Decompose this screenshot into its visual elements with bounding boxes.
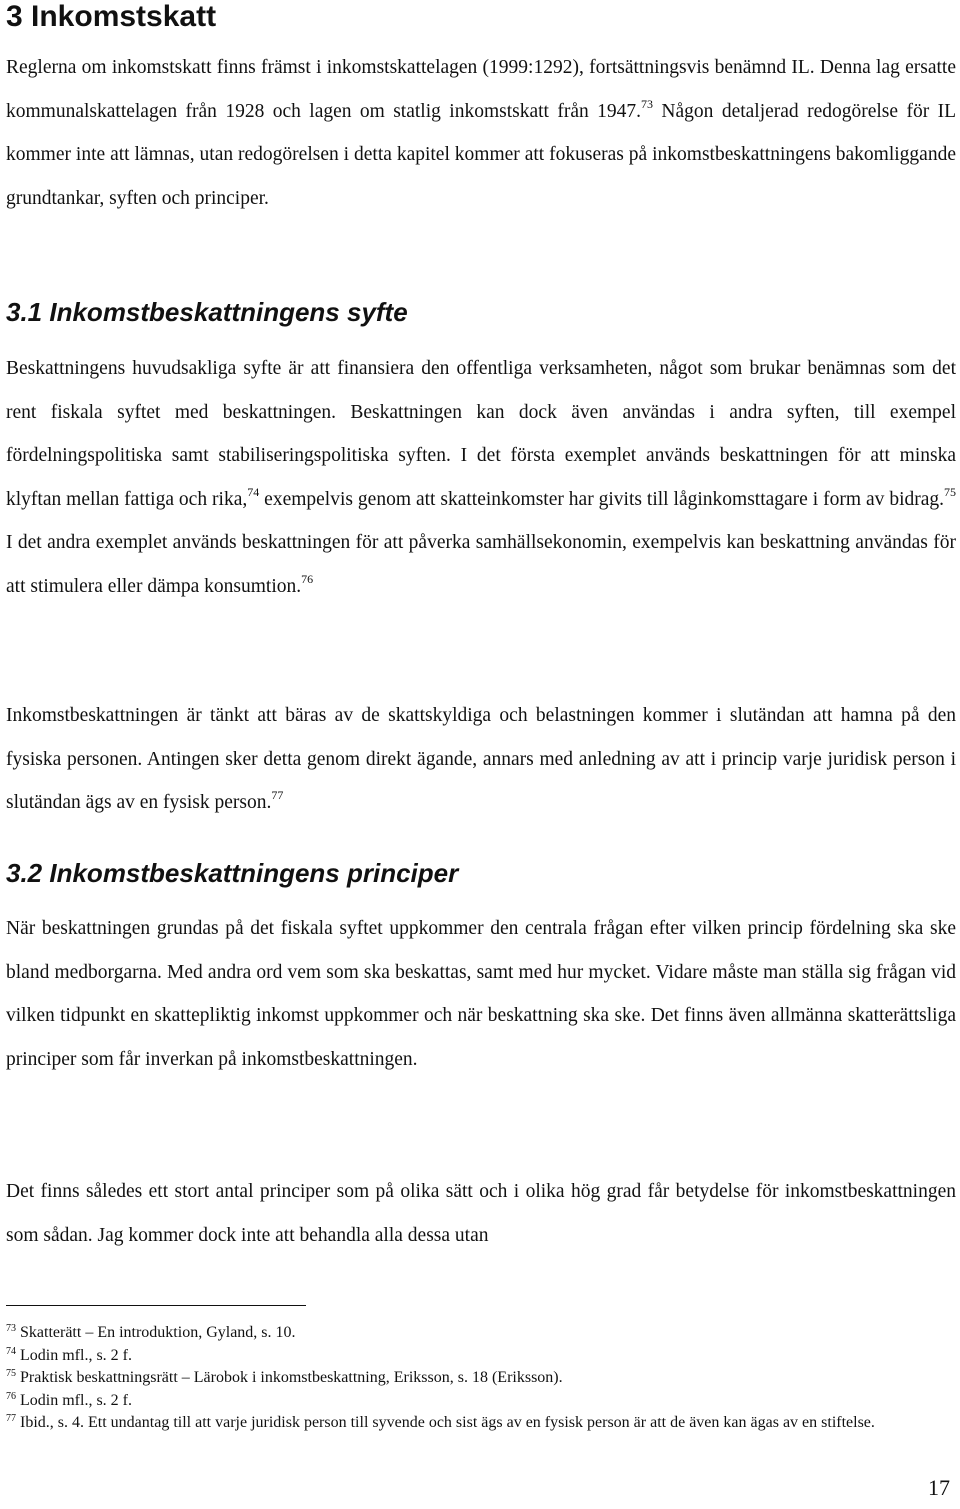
footnote-ref-77[interactable]: 77 (271, 788, 284, 803)
footnote-ref-73[interactable]: 73 (641, 96, 654, 111)
s1p2-text-1: Inkomstbeskattningen är tänkt att bäras av de skattskyldiga och belastningen kommer i slutändan att hamna på den fysiska personen. Antingen sker detta genom direkt ägande, annars med anledning av att i princip varje juridisk person i slutändan ägs av en fysisk person. (6, 705, 956, 814)
page-number: 17 (928, 1475, 950, 1500)
footnote-number: 73 (6, 1323, 16, 1334)
footnote-73 (6, 1322, 956, 1345)
footnote-number: 75 (6, 1368, 16, 1379)
footnote-ref-76[interactable]: 76 (301, 571, 314, 586)
footnote-number: 74 (6, 1345, 16, 1357)
footnote-text: Lodin mfl., s. 2 f. (20, 1391, 132, 1409)
footnote-text: Lodin mfl., s. 2 f. (20, 1346, 132, 1364)
footnote-77 (6, 1412, 956, 1435)
footnotes (6, 1322, 956, 1435)
section-heading-3-1: 3.1 Inkomstbeskattningens syfte (6, 297, 408, 327)
section2-paragraph-2: Det finns således ett stort antal principer som på olika sätt och i olika hög grad får betydelse för inkomstbeskattningen som sådan. Jag kommer dock inte att behandla alla dessa utan (6, 1181, 956, 1246)
s1p1-text-1: Beskattningens huvudsakliga syfte är att finansiera den offentliga verksamheten, något som brukar benämnas som det rent fiskala syftet med beskattningen. Beskattningen kan dock även användas i andra syften, till exempel fördelningspolitiska samt stabiliseringspolitiska syften. I det första exemplet används beskattningen för att minska klyftan mellan fattiga och rika, (6, 358, 956, 510)
s1p1-text-3: I det andra exemplet används beskattningen för att påverka samhällsekonomin, exempelvis kan beskattning användas för att stimulera eller dämpa konsumtion. (6, 532, 956, 597)
section1-paragraph-1 (6, 347, 956, 609)
footnote-text: Skatterätt – En introduktion, Gyland, s. 10. (20, 1324, 296, 1341)
intro-paragraph (6, 46, 956, 220)
intro-text-1: Reglerna om inkomstskatt finns främst i inkomstskattelagen (1999:1292), fortsättningsvis benämnd IL. Denna lag ersatte kommunalskattelagen från 1928 och lagen om statlig inkomstskatt från 1947. (6, 57, 956, 122)
footnote-number: 77 (6, 1413, 16, 1424)
chapter-title: 3 Inkomstskatt (6, 0, 217, 33)
footnote-number: 76 (6, 1390, 16, 1402)
section-heading-3-2: 3.2 Inkomstbeskattningens principer (6, 858, 459, 888)
footnote-ref-74[interactable]: 74 (247, 484, 260, 499)
section1-paragraph-2 (6, 694, 956, 825)
footnote-76 (6, 1390, 956, 1413)
footnote-74 (6, 1345, 956, 1368)
footnote-text: Ibid., s. 4. Ett undantag till att varje juridisk person till syvende och sist ägs av en fysisk person är att de även kan ägas av en stiftelse. (20, 1414, 875, 1431)
s1p1-text-2: exempelvis genom att skatteinkomster har givits till låginkomsttagare i form av bidrag. (259, 488, 945, 510)
footnote-text: Praktisk beskattningsrätt – Lärobok i inkomstbeskattning, Eriksson, s. 18 (Eriksson). (20, 1369, 563, 1386)
footnote-divider (6, 1305, 306, 1306)
section2-paragraph-1: När beskattningen grundas på det fiskala syftet uppkommer den centrala frågan efter vilken princip fördelning ska ske bland medborgarna. Med andra ord vem som ska beskattas, samt med hur mycket. Vidare måste man ställa sig frågan vid vilken tidpunkt en skattepliktig inkomst uppkommer och när beskattning ska ske. Det finns även allmänna skatterättsliga principer som får inverkan på inkomstbeskattningen. (6, 918, 956, 1070)
intro-text-2: Någon detaljerad redogörelse för IL kommer inte att lämnas, utan redogörelsen i detta kapitel kommer att fokuseras på inkomstbeskattningens bakomliggande grundtankar, syften och principer. (6, 100, 956, 209)
footnote-75 (6, 1367, 956, 1390)
footnote-ref-75[interactable]: 75 (944, 484, 957, 499)
